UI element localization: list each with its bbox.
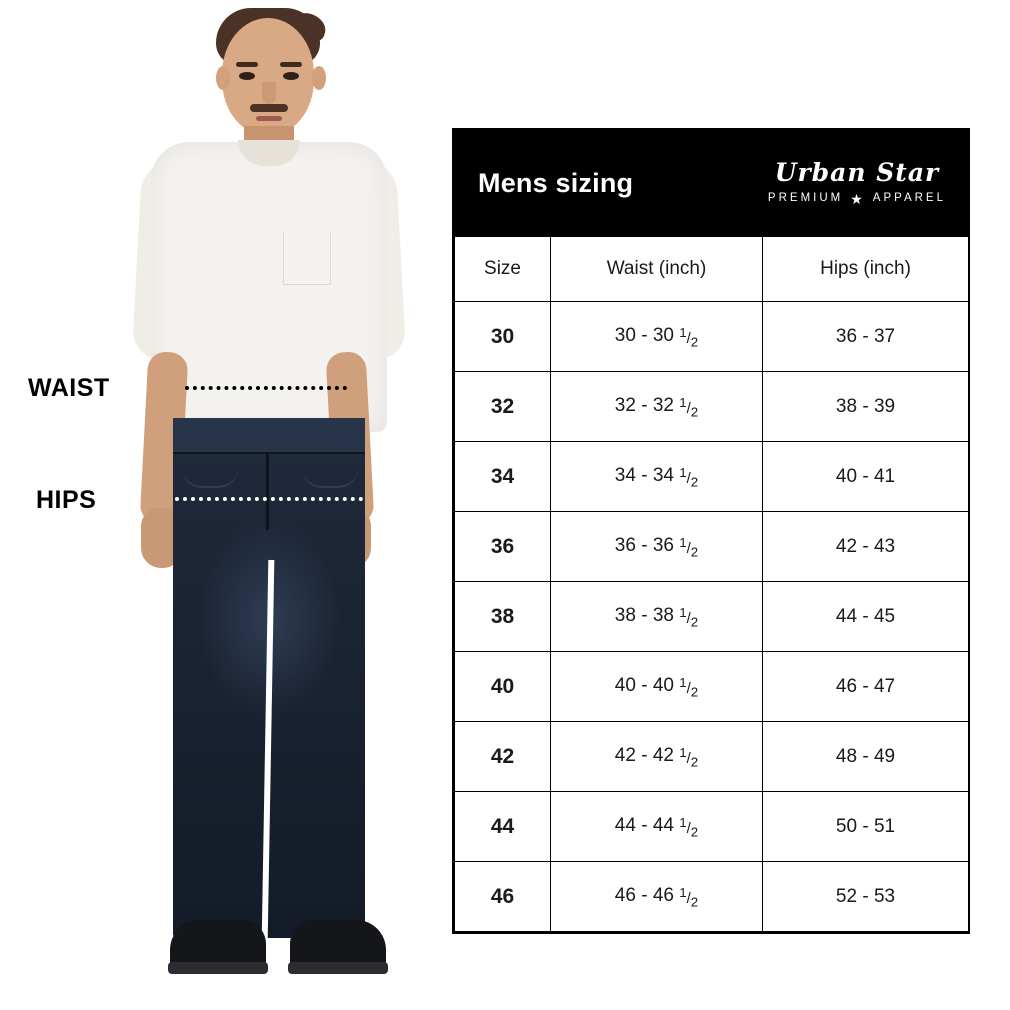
right-eye-shape (283, 72, 299, 80)
cell-size: 44 (455, 792, 551, 862)
column-header-waist: Waist (inch) (551, 237, 763, 302)
cell-waist: 40 - 40 $^1/_2$ (551, 652, 763, 722)
table-row (455, 302, 969, 372)
left-ear-shape (216, 66, 230, 90)
fraction-half: $^1/_2$ (679, 464, 699, 490)
jeans-waistband-shape (173, 418, 365, 454)
table-row (455, 722, 969, 792)
jeans-left-pocket-shape (182, 456, 238, 488)
cell-hips: 38 - 39 (763, 372, 969, 442)
mustache-shape (250, 104, 288, 112)
brand-name: Urban Star (774, 158, 940, 187)
fraction-half: $^1/_2$ (679, 324, 699, 350)
fraction-half: $^1/_2$ (679, 744, 699, 770)
table-row (455, 442, 969, 512)
model-illustration (0, 0, 450, 1010)
cell-waist: 42 - 42 $^1/_2$ (551, 722, 763, 792)
fraction-half: $^1/_2$ (679, 884, 699, 910)
cell-size: 46 (455, 862, 551, 932)
jeans-fly-shape (266, 452, 269, 530)
cell-size: 42 (455, 722, 551, 792)
table-row (455, 652, 969, 722)
cell-waist: 46 - 46 $^1/_2$ (551, 862, 763, 932)
fraction-half: $^1/_2$ (679, 604, 699, 630)
fraction-half: $^1/_2$ (679, 534, 699, 560)
brand-tagline (768, 192, 946, 206)
cell-hips: 50 - 51 (763, 792, 969, 862)
table-row (455, 582, 969, 652)
fraction-half: $^1/_2$ (679, 394, 699, 420)
cell-hips: 46 - 47 (763, 652, 969, 722)
cell-waist: 38 - 38 $^1/_2$ (551, 582, 763, 652)
cell-waist: 36 - 36 $^1/_2$ (551, 512, 763, 582)
left-eye-shape (239, 72, 255, 80)
right-ear-shape (312, 66, 326, 90)
hips-label: HIPS (36, 486, 97, 514)
cell-waist: 34 - 34 $^1/_2$ (551, 442, 763, 512)
left-shoe-sole-shape (168, 962, 268, 974)
mouth-shape (256, 116, 282, 121)
cell-size: 34 (455, 442, 551, 512)
fraction-half: $^1/_2$ (679, 674, 699, 700)
table-header-row (455, 237, 969, 302)
star-icon: ★ (850, 191, 866, 207)
hips-measure-line (175, 497, 363, 501)
cell-hips: 40 - 41 (763, 442, 969, 512)
left-eyebrow-shape (236, 62, 258, 67)
cell-waist: 44 - 44 $^1/_2$ (551, 792, 763, 862)
table-row (455, 372, 969, 442)
cell-size: 36 (455, 512, 551, 582)
cell-size: 40 (455, 652, 551, 722)
table-row (455, 792, 969, 862)
cell-hips: 52 - 53 (763, 862, 969, 932)
waist-label: WAIST (28, 374, 110, 402)
jeans-right-pocket-shape (302, 456, 358, 488)
chart-title: Mens sizing (478, 167, 634, 198)
chart-header (454, 130, 968, 236)
cell-size: 32 (455, 372, 551, 442)
cell-size: 30 (455, 302, 551, 372)
cell-size: 38 (455, 582, 551, 652)
brand-tagline-right: APPAREL (872, 192, 946, 205)
column-header-hips: Hips (inch) (763, 237, 969, 302)
brand-logo (768, 160, 946, 206)
nose-shape (262, 82, 276, 104)
table-body (455, 302, 969, 932)
table-row (455, 862, 969, 932)
right-eyebrow-shape (280, 62, 302, 67)
cell-waist: 30 - 30 $^1/_2$ (551, 302, 763, 372)
table-row (455, 512, 969, 582)
cell-hips: 48 - 49 (763, 722, 969, 792)
shirt-pocket-shape (283, 232, 331, 285)
size-chart (452, 128, 970, 934)
cell-hips: 36 - 37 (763, 302, 969, 372)
cell-waist: 32 - 32 $^1/_2$ (551, 372, 763, 442)
fraction-half: $^1/_2$ (679, 814, 699, 840)
cell-hips: 42 - 43 (763, 512, 969, 582)
column-header-size: Size (455, 237, 551, 302)
waist-measure-line (185, 386, 347, 390)
brand-tagline-left: PREMIUM (767, 192, 844, 205)
right-shoe-sole-shape (288, 962, 388, 974)
sizing-table (454, 236, 969, 932)
cell-hips: 44 - 45 (763, 582, 969, 652)
